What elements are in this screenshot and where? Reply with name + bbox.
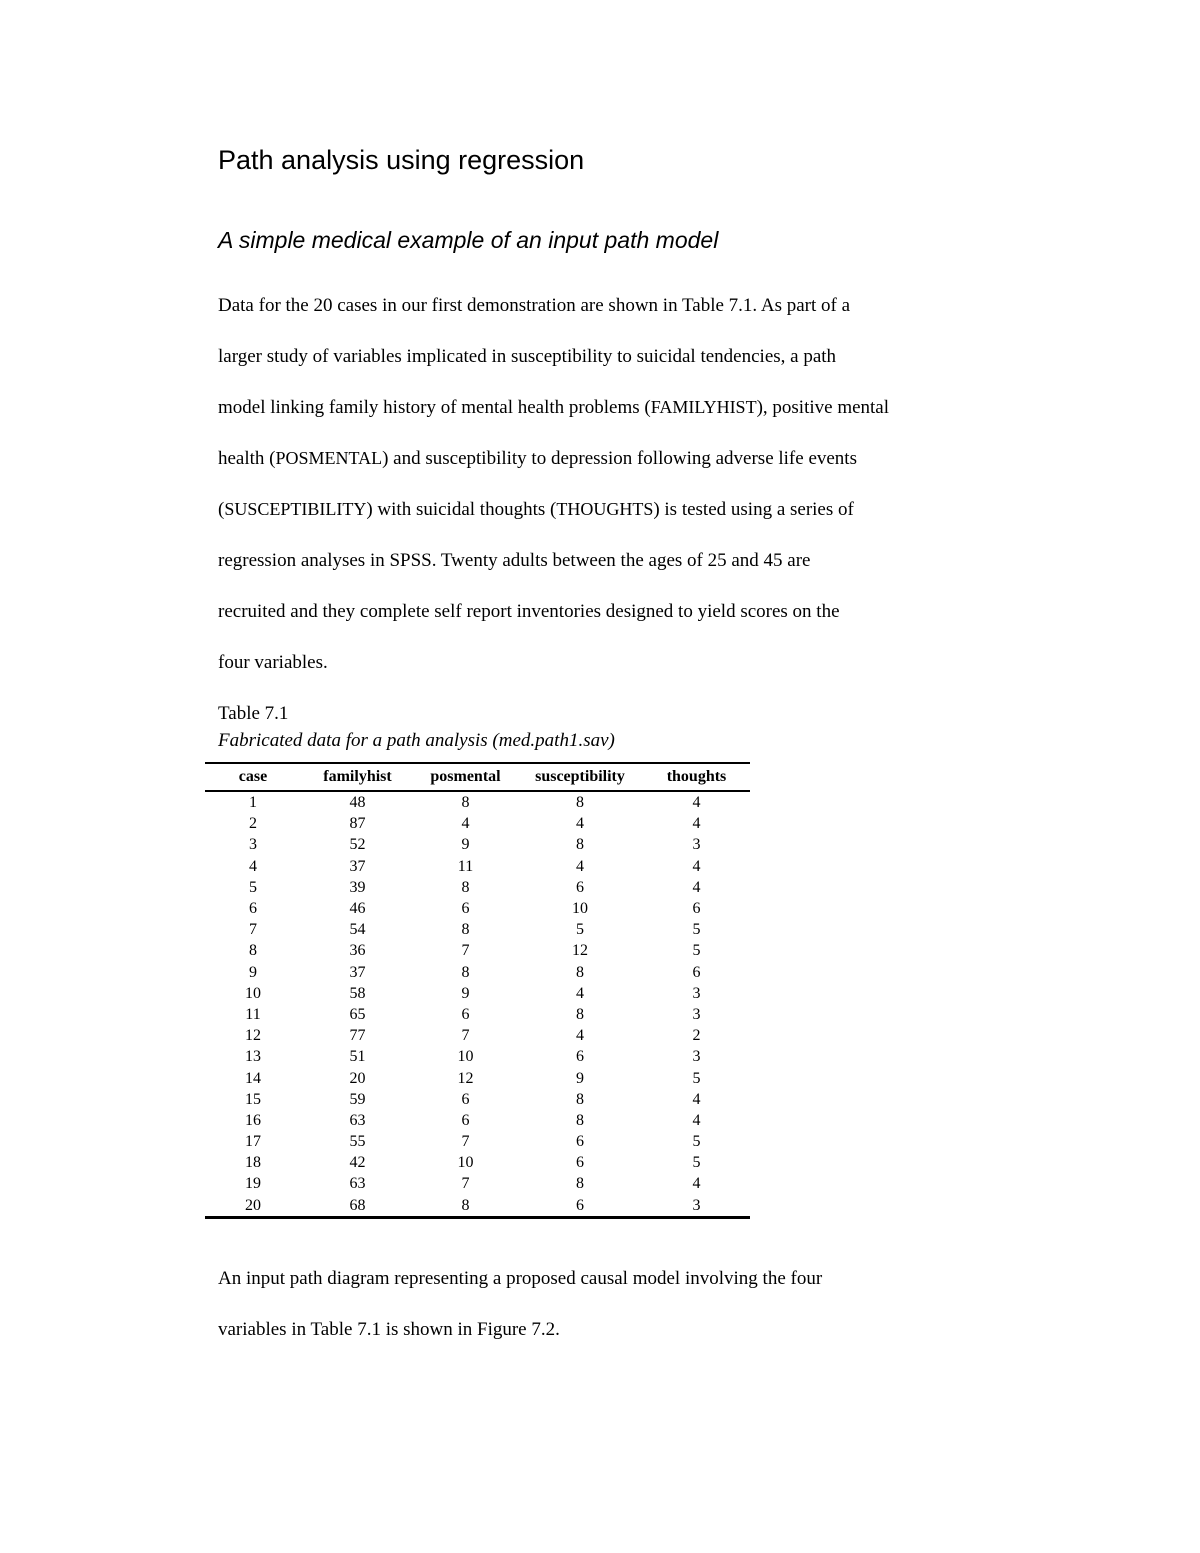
table-cell-familyhist: 68 xyxy=(301,1195,414,1218)
table-cell-familyhist: 52 xyxy=(349,836,366,854)
table-row xyxy=(205,1067,750,1088)
table-title: Fabricated data for a path analysis (med.path1.sav) xyxy=(218,730,615,751)
page-title: Path analysis using regression xyxy=(218,145,585,175)
table-cell-familyhist: 36 xyxy=(349,942,366,960)
table-cell-case: 10 xyxy=(245,984,261,1002)
table-cell-posmental: 10 xyxy=(457,1048,474,1066)
table-cell-posmental: 9 xyxy=(461,984,470,1002)
table-cell-familyhist: 59 xyxy=(349,1090,366,1108)
table-row xyxy=(205,898,750,919)
intro-paragraph xyxy=(218,280,1018,688)
table-cell-thoughts: 4 xyxy=(692,815,701,833)
table-row xyxy=(205,1131,750,1152)
table-cell-thoughts: 3 xyxy=(692,1005,701,1023)
variable-name: SUSCEPTIBILITY xyxy=(224,499,367,519)
table-row xyxy=(205,1046,750,1067)
table-cell-thoughts: 4 xyxy=(692,857,701,875)
paragraph-line: larger study of variables implicated in susceptibility to suicidal tendencies, a path xyxy=(218,346,837,367)
table-cell-susceptibility: 8 xyxy=(576,794,584,812)
table-row xyxy=(205,1110,750,1131)
table-cell-thoughts: 4 xyxy=(692,794,701,812)
table-cell-susceptibility: 8 xyxy=(576,963,584,981)
table-cell-thoughts: 4 xyxy=(692,1090,701,1108)
table-cell-case: 11 xyxy=(245,1005,261,1023)
column-header-susceptibility: susceptibility xyxy=(517,763,643,791)
paragraph-line: (SUSCEPTIBILITY) with suicidal thoughts (THOUGHTS) is tested using a series of xyxy=(218,499,854,520)
table-cell-posmental: 4 xyxy=(461,815,470,833)
table-row xyxy=(205,856,750,877)
table-cell-familyhist: 37 xyxy=(349,857,366,875)
table-cell-susceptibility: 6 xyxy=(576,1154,584,1172)
table-row xyxy=(205,919,750,940)
table-cell-case: 20 xyxy=(205,1195,301,1218)
paragraph-line: regression analyses in SPSS. Twenty adults between the ages of 25 and 45 are xyxy=(218,550,811,571)
column-header-familyhist: familyhist xyxy=(301,763,414,791)
variable-name: FAMILYHIST xyxy=(650,397,757,417)
table-cell-case: 6 xyxy=(249,900,257,918)
table-cell-familyhist: 63 xyxy=(349,1111,366,1129)
table-cell-thoughts: 3 xyxy=(692,984,701,1002)
table-cell-susceptibility: 4 xyxy=(576,815,584,833)
table-row xyxy=(205,1004,750,1025)
table-cell-posmental: 10 xyxy=(457,1154,474,1172)
table-row xyxy=(205,1173,750,1194)
table-cell-familyhist: 39 xyxy=(349,878,366,896)
table-cell-case: 2 xyxy=(249,815,257,833)
data-table xyxy=(205,762,750,1219)
table-cell-thoughts: 5 xyxy=(692,1133,701,1151)
table-cell-susceptibility: 8 xyxy=(576,836,584,854)
table-cell-case: 16 xyxy=(245,1111,261,1129)
table-cell-familyhist: 51 xyxy=(349,1048,366,1066)
column-header-thoughts: thoughts xyxy=(643,763,750,791)
table-row xyxy=(205,834,750,855)
table-cell-posmental: 11 xyxy=(457,857,474,875)
variable-name: POSMENTAL xyxy=(275,448,383,468)
table-cell-posmental: 8 xyxy=(461,963,470,981)
table-cell-posmental: 8 xyxy=(461,921,470,939)
table-cell-thoughts: 5 xyxy=(692,1154,701,1172)
table-cell-thoughts: 5 xyxy=(692,1069,701,1087)
table-cell-thoughts: 4 xyxy=(692,1111,701,1129)
table-cell-thoughts: 6 xyxy=(692,963,701,981)
paragraph-line: four variables. xyxy=(218,652,328,673)
table-cell-case: 1 xyxy=(249,794,257,812)
table-cell-case: 17 xyxy=(245,1133,261,1151)
paragraph-line: model linking family history of mental health problems (FAMILYHIST), positive mental xyxy=(218,397,890,418)
table-cell-posmental: 7 xyxy=(461,1133,470,1151)
table-cell-thoughts: 4 xyxy=(692,878,701,896)
table-row xyxy=(205,940,750,961)
table-label: Table 7.1 xyxy=(218,703,289,724)
table-cell-posmental: 7 xyxy=(461,942,470,960)
table-cell-familyhist: 54 xyxy=(349,921,366,939)
table-cell-thoughts: 4 xyxy=(692,1175,701,1193)
table-row xyxy=(205,1195,750,1218)
table-row xyxy=(205,791,750,813)
table-cell-susceptibility: 9 xyxy=(576,1069,584,1087)
table-body xyxy=(205,791,750,1217)
table-cell-susceptibility: 4 xyxy=(576,984,584,1002)
table-cell-familyhist: 58 xyxy=(349,984,366,1002)
table-cell-case: 7 xyxy=(249,921,257,939)
table-cell-familyhist: 37 xyxy=(349,963,366,981)
paragraph-line: An input path diagram representing a proposed causal model involving the four xyxy=(218,1268,823,1289)
table-cell-case: 19 xyxy=(245,1175,261,1193)
table-cell-case: 8 xyxy=(249,942,257,960)
column-header-posmental: posmental xyxy=(414,763,517,791)
table-cell-familyhist: 77 xyxy=(349,1027,366,1045)
table-cell-familyhist: 46 xyxy=(349,900,366,918)
table-cell-case: 12 xyxy=(245,1027,261,1045)
table-row xyxy=(205,1152,750,1173)
table-row xyxy=(205,983,750,1004)
table-cell-case: 18 xyxy=(245,1154,261,1172)
table-cell-familyhist: 48 xyxy=(349,794,366,812)
table-cell-susceptibility: 4 xyxy=(576,857,584,875)
table-cell-susceptibility: 8 xyxy=(576,1111,584,1129)
table-cell-case: 9 xyxy=(249,963,257,981)
table-cell-case: 5 xyxy=(249,878,257,896)
table-row xyxy=(205,813,750,834)
table-cell-posmental: 7 xyxy=(461,1175,470,1193)
table-cell-posmental: 6 xyxy=(461,1005,470,1023)
table-row xyxy=(205,962,750,983)
variable-name: THOUGHTS xyxy=(556,499,654,519)
paragraph-line: Data for the 20 cases in our first demonstration are shown in Table 7.1. As part of a xyxy=(218,295,851,316)
table-cell-posmental: 8 xyxy=(414,1195,517,1218)
table-cell-case: 14 xyxy=(245,1069,261,1087)
column-header-case: case xyxy=(205,763,301,791)
table-cell-posmental: 6 xyxy=(461,1111,470,1129)
table-row xyxy=(205,877,750,898)
table-cell-susceptibility: 4 xyxy=(576,1027,584,1045)
table-cell-susceptibility: 8 xyxy=(576,1005,584,1023)
table-cell-posmental: 6 xyxy=(461,900,470,918)
paragraph-line: variables in Table 7.1 is shown in Figure 7.2. xyxy=(218,1319,560,1340)
table-cell-familyhist: 20 xyxy=(349,1069,366,1087)
table-cell-susceptibility: 5 xyxy=(576,921,584,939)
closing-paragraph xyxy=(218,1253,1018,1355)
table-cell-case: 3 xyxy=(249,836,257,854)
paragraph-line: health (POSMENTAL) and susceptibility to depression following adverse life events xyxy=(218,448,857,469)
table-cell-case: 13 xyxy=(245,1048,261,1066)
table-caption xyxy=(218,700,615,754)
paragraph-line: recruited and they complete self report inventories designed to yield scores on the xyxy=(218,601,840,622)
table-cell-susceptibility: 6 xyxy=(517,1195,643,1218)
table-header-row xyxy=(205,763,750,791)
table-cell-thoughts: 6 xyxy=(692,900,701,918)
table-cell-posmental: 8 xyxy=(461,878,470,896)
table-cell-case: 4 xyxy=(249,857,257,875)
table-cell-thoughts: 5 xyxy=(692,921,701,939)
table-cell-susceptibility: 6 xyxy=(576,1133,584,1151)
table-cell-thoughts: 3 xyxy=(692,836,701,854)
table-cell-susceptibility: 10 xyxy=(572,900,588,918)
table-cell-case: 15 xyxy=(245,1090,261,1108)
table-cell-familyhist: 42 xyxy=(349,1154,366,1172)
table-cell-posmental: 12 xyxy=(457,1069,474,1087)
table-cell-thoughts: 5 xyxy=(692,942,701,960)
table-row xyxy=(205,1089,750,1110)
table-cell-thoughts: 2 xyxy=(692,1027,701,1045)
table-cell-familyhist: 87 xyxy=(349,815,366,833)
table-cell-familyhist: 55 xyxy=(349,1133,366,1151)
table-cell-posmental: 9 xyxy=(461,836,470,854)
table-cell-susceptibility: 8 xyxy=(576,1175,584,1193)
table-cell-thoughts: 3 xyxy=(643,1195,750,1218)
table-row xyxy=(205,1025,750,1046)
table-cell-thoughts: 3 xyxy=(692,1048,701,1066)
section-subtitle: A simple medical example of an input path model xyxy=(218,227,719,253)
table-cell-susceptibility: 12 xyxy=(572,942,588,960)
table-cell-posmental: 8 xyxy=(461,794,470,812)
table-cell-posmental: 7 xyxy=(461,1027,470,1045)
table-cell-familyhist: 63 xyxy=(349,1175,366,1193)
table-cell-familyhist: 65 xyxy=(349,1005,366,1023)
table-cell-susceptibility: 8 xyxy=(576,1090,584,1108)
table-cell-susceptibility: 6 xyxy=(576,1048,584,1066)
table-cell-susceptibility: 6 xyxy=(576,878,584,896)
table-cell-posmental: 6 xyxy=(461,1090,470,1108)
